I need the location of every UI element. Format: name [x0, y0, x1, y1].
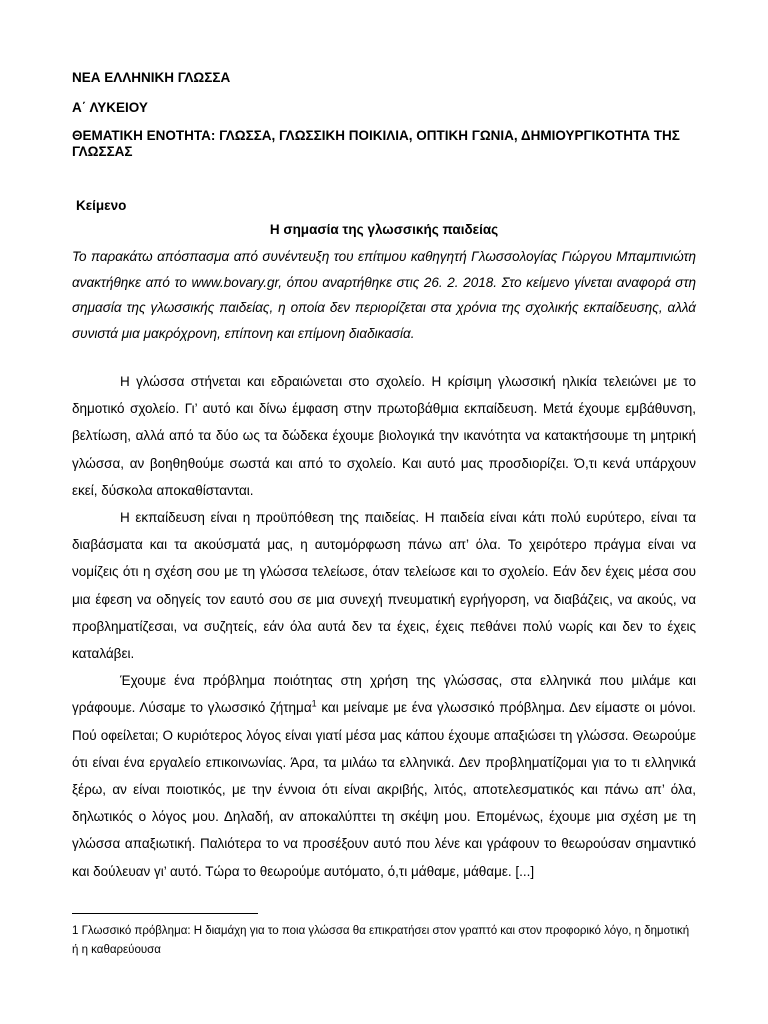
subject-heading: ΝΕΑ ΕΛΛΗΝΙΚΗ ΓΛΩΣΣΑ [72, 70, 231, 85]
grade-heading: Α΄ ΛΥΚΕΙΟΥ [72, 100, 148, 115]
main-text [72, 368, 696, 885]
intro-paragraph: Το παρακάτω απόσπασμα από συνέντευξη του επίτιμου καθηγητή Γλωσσολογίας Γιώργου Μπαμπινιώτη ανακτήθηκε από το www.bovary.gr, όπου αναρτήθηκε στις 26. 2. 2018. Στο κείμενο γίνεται αναφορά στη σημασία της γλωσσικής παιδείας, η οποία δεν περιορίζεται στα χρόνια της σχολικής εκπαίδευσης, αλλά συνιστά μια μακρόχρονη, επίπονη και επίμονη διαδικασία. [72, 249, 696, 341]
footnote-separator [72, 913, 258, 914]
paragraph-3-part-2: και μείναμε με ένα γλωσσικό πρόβλημα. Δεν είμαστε οι μόνοι. Πού οφείλεται; Ο κυριότερος λόγος είναι γιατί μέσα μας κάπου έχουμε απαξιώσει τη γλώσσα. Θεωρούμε ότι είναι ένα εργαλείο επικοινωνίας. Άρα, τα μιλάω τα ελληνικά. Δεν προβληματίζομαι για το τι ελληνικά ξέρω, αν είναι ποιοτικός, με την έννοια ότι είναι ακριβής, λιτός, αποτελεσματικός και πάνω απ’ όλα, δηλωτικός ο λόγος μου. Δηλαδή, αν αποκαλύπτει τη σκέψη μου. Επομένως, έχουμε μια σχέση με τη γλώσσα απαξιωτική. Παλιότερα το να προσέξουν αυτό που λένε και γράφουν το θεωρούσαν σημαντικό και δούλευαν γι’ αυτό. Τώρα το θεωρούμε αυτόματο, ό,τι μάθαμε, μάθαμε. [...] [72, 700, 696, 879]
paragraph-1: Η γλώσσα στήνεται και εδραιώνεται στο σχολείο. Η κρίσιμη γλωσσική ηλικία τελειώνει με το δημοτικό σχολείο. Γι’ αυτό και δίνω έμφαση στην πρωτοβάθμια εκπαίδευση. Μετά έχουμε εμβάθυνση, βελτίωση, αλλά από τα δύο ως τα δώδεκα έχουμε βιολογικά την ικανότητα να κατακτήσουμε τη μητρική γλώσσα, αν βοηθηθούμε σωστά και από το σχολείο. Και αυτό μας προσδιορίζει. Ό,τι κενά υπάρχουν εκεί, δύσκολα αποκαθίστανται. [72, 374, 696, 498]
section-label: Κείμενο [76, 198, 127, 213]
text-title: Η σημασία της γλωσσικής παιδείας [269, 222, 499, 237]
footnote: 1 Γλωσσικό πρόβλημα: Η διαμάχη για το ποια γλώσσα θα επικρατήσει στον γραπτό και στον προφορικό λόγο, η δημοτική ή η καθαρεύουσα [72, 925, 690, 956]
thematic-unit-heading: ΘΕΜΑΤΙΚΗ ΕΝΟΤΗΤΑ: ΓΛΩΣΣΑ, ΓΛΩΣΣΙΚΗ ΠΟΙΚΙΛΙΑ, ΟΠΤΙΚΗ ΓΩΝΙΑ, ΔΗΜΙΟΥΡΓΙΚΟΤΗΤΑ ΤΗΣ ΓΛΩΣΣΑΣ [72, 128, 680, 159]
footnote-reference: 1 [311, 698, 317, 709]
paragraph-2: Η εκπαίδευση είναι η προϋπόθεση της παιδείας. Η παιδεία είναι κάτι πολύ ευρύτερο, είναι τα διαβάσματα και τα ακούσματά μας, η αυτομόρφωση πάνω απ’ όλα. Το χειρότερο πράγμα είναι να νομίζεις ότι η σχέση σου με τη γλώσσα τελείωσε, όταν τελείωσε και το σχολείο. Εάν δεν έχεις μέσα σου μια έφεση να οδηγείς τον εαυτό σου σε μια συνεχή πνευματική εγρήγορση, να διαβάζεις, να ακούς, να προβληματίζεσαι, να συζητείς, εάν όλα αυτά δεν τα έχεις, έχεις πεθάνει πολύ νωρίς και δεν το έχεις καταλάβει. [72, 510, 696, 662]
paragraph-3-part-1: Έχουμε ένα πρόβλημα ποιότητας στη χρήση της γλώσσας, στα ελληνικά που μιλάμε και γράφουμε. Λύσαμε το γλωσσικό ζήτημα [72, 673, 696, 716]
paragraph-3 [72, 667, 696, 885]
